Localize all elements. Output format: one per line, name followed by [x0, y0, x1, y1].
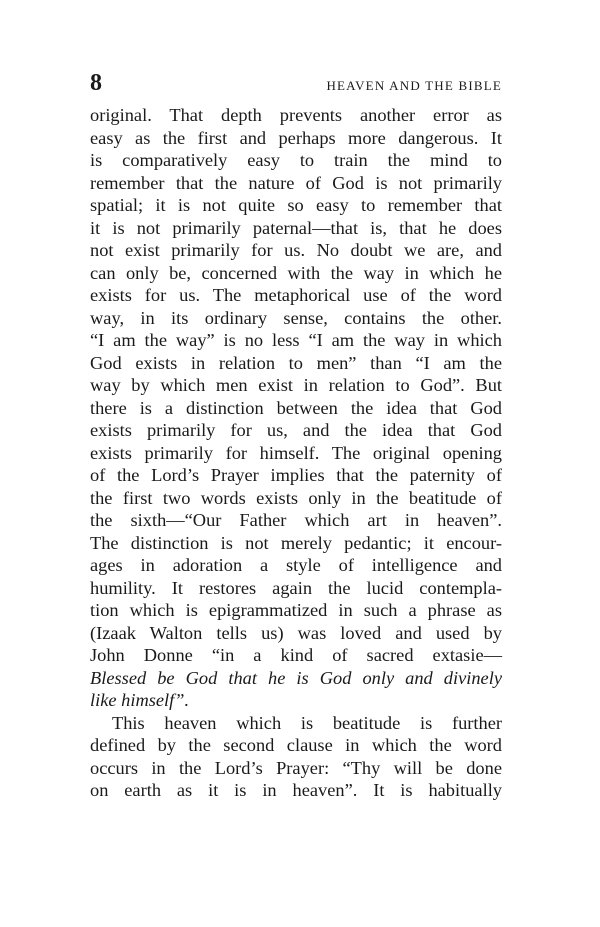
text-line: “I am the way” is no less “I am the way in which: [90, 330, 502, 350]
running-head: HEAVEN AND THE BIBLE: [326, 78, 502, 93]
text-line: exists primarily for us, and the idea that God: [90, 420, 502, 440]
text-line: John Donne “in a kind of sacred extasie—: [90, 645, 502, 665]
text-line: The distinction is not merely pedantic; it encour-: [90, 532, 502, 553]
text-line: Blessed be God that he is God only and divinely: [90, 667, 502, 688]
text-line: the first two words exists only in the beatitude of: [90, 487, 502, 508]
text-line: original. That depth prevents another error as: [90, 105, 502, 125]
text-line: remember that the nature of God is not primarily: [90, 172, 502, 193]
text-line: occurs in the Lord’s Prayer: “Thy will be done: [90, 757, 502, 778]
text-line: easy as the first and perhaps more dangerous. It: [90, 127, 502, 148]
text-line: humility. It restores again the lucid contempla-: [90, 577, 502, 598]
body-text: [90, 104, 502, 802]
text-line: like himself”.: [90, 690, 190, 710]
page-header: [90, 70, 502, 100]
text-line: way by which men exist in relation to God”. But: [90, 375, 502, 395]
text-line: of the Lord’s Prayer implies that the paternity of: [90, 465, 502, 485]
text-line: God exists in relation to men” than “I am the: [90, 352, 502, 373]
text-line: not exist primarily for us. No doubt we are, and: [90, 240, 502, 260]
text-line: ages in adoration a style of intelligence and: [90, 555, 502, 575]
text-line: there is a distinction between the idea that God: [90, 397, 502, 418]
text-line: tion which is epigrammatized in such a phrase as: [90, 600, 502, 620]
text-line: This heaven which is beatitude is further: [112, 712, 502, 733]
text-line: on earth as it is in heaven”. It is habitually: [90, 780, 502, 800]
text-line: way, in its ordinary sense, contains the other.: [90, 307, 502, 328]
text-line: defined by the second clause in which the word: [90, 735, 502, 755]
text-line: exists for us. The metaphorical use of the word: [90, 285, 502, 305]
text-line: can only be, concerned with the way in which he: [90, 262, 502, 283]
text-line: exists primarily for himself. The original opening: [90, 442, 502, 463]
text-line: it is not primarily paternal—that is, that he does: [90, 217, 502, 238]
text-line: the sixth—“Our Father which art in heaven”.: [90, 510, 502, 530]
text-line: spatial; it is not quite so easy to remember that: [90, 195, 502, 215]
page-number: 8: [90, 70, 102, 96]
text-line: (Izaak Walton tells us) was loved and used by: [90, 622, 502, 643]
text-line: is comparatively easy to train the mind to: [90, 150, 502, 170]
